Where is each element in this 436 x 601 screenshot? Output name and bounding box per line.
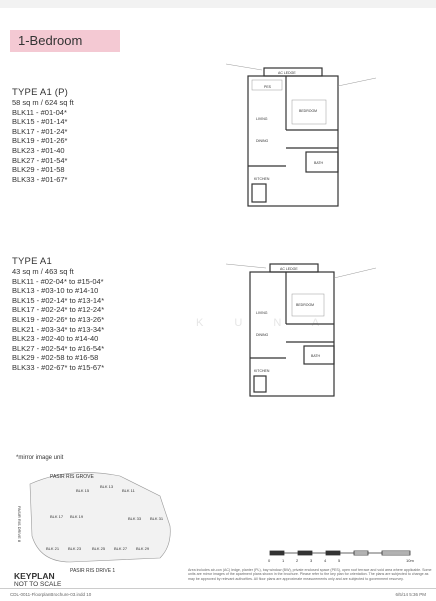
disclaimer: Area includes air-con (AC) ledge, planter (PL), bay window (BW), private enclosed space (PES), open roof terrace and void area where applicable. Some units are mirror images of the apartment plans shown in the brochure. Please refer to the key plan for orientation. The plans are subjected to change as may be approved by relevant authorities. All floor plans are approximate measurements only and are subjected to government resurvey. — [188, 568, 432, 581]
mirror-note: *mirror image unit — [16, 455, 64, 461]
keyplan-blk: BLK 21 — [46, 546, 60, 551]
type-a1p-unit: BLK33 - #01-67* — [12, 174, 68, 184]
keyplan-road-left: PASIR RIS DRIVE 8 — [17, 506, 22, 543]
type-a1p-unit: BLK23 - #01-40 — [12, 145, 65, 155]
type-a1p-unit: BLK15 - #01-14* — [12, 117, 68, 127]
keyplan-subtitle: NOT TO SCALE — [14, 581, 62, 588]
keyplan-blk: BLK 33 — [128, 516, 142, 521]
keyplan-blk: BLK 13 — [100, 484, 114, 489]
type-a1-unit: BLK17 - #02-24* to #12-24* — [12, 305, 105, 315]
type-a1-unit: BLK15 - #02-14* to #13-14* — [12, 295, 105, 305]
scale-tick: 2 — [296, 558, 299, 563]
type-a1-unit: BLK29 - #02-58 to #16-58 — [12, 353, 99, 363]
keyplan-blk: BLK 23 — [68, 546, 82, 551]
keyplan-blk: BLK 31 — [150, 516, 164, 521]
type-a1-block — [12, 256, 104, 373]
type-a1-unit: BLK13 - #03-10 to #14-10 — [12, 286, 99, 296]
scale-tick: 10m — [406, 558, 414, 563]
keyplan-road-top: PASIR RIS GROVE — [50, 474, 94, 480]
plan-a1p-dining: DINING — [256, 139, 269, 143]
header-bar — [0, 0, 436, 8]
plan-a1p-kitchen: KITCHEN — [254, 177, 270, 181]
keyplan-diagram — [10, 466, 180, 574]
plan-a1-ac-ledge: AC LEDGE — [280, 267, 298, 271]
floorplan-a1 — [226, 254, 376, 424]
keyplan-blk: BLK 25 — [92, 546, 106, 551]
scale-tick: 5 — [338, 558, 341, 563]
keyplan-blk: BLK 11 — [122, 488, 135, 493]
plan-a1p-ac-ledge: AC LEDGE — [278, 71, 296, 75]
scale-tick: 1 — [282, 558, 285, 563]
section-title-band — [10, 30, 120, 52]
type-a1-name: TYPE A1 — [12, 256, 52, 267]
type-a1p-area: 58 sq m / 624 sq ft — [12, 98, 74, 107]
plan-a1p-living: LIVING — [256, 117, 268, 121]
type-a1p-unit: BLK11 - #01-04* — [12, 107, 67, 117]
footer-right: 6/5/14 5:36 PM — [395, 592, 426, 597]
type-a1-unit: BLK33 - #02-67* to #15-67* — [12, 362, 105, 372]
type-a1p-block — [12, 87, 74, 184]
plan-a1-dining: DINING — [256, 333, 269, 337]
plan-a1p-bedroom: BEDROOM — [299, 109, 318, 113]
type-a1-unit: BLK19 - #02-26* to #13-26* — [12, 314, 105, 324]
keyplan-road-bottom: PASIR RIS DRIVE 1 — [70, 568, 116, 574]
footer-left: CDL-0011-FloorplanBrochure-03.indd 10 — [10, 592, 92, 597]
type-a1-unit: BLK11 - #02-04* to #15-04* — [12, 276, 104, 286]
keyplan-blk: BLK 27 — [114, 546, 128, 551]
plan-a1-bath: BATH — [311, 354, 321, 358]
footer — [0, 588, 436, 601]
keyplan-title: KEYPLAN — [14, 571, 55, 581]
scale-tick: 0 — [268, 558, 271, 563]
plan-a1p-bath: BATH — [314, 161, 324, 165]
keyplan-blk: BLK 29 — [136, 546, 150, 551]
keyplan-blk: BLK 15 — [76, 488, 90, 493]
keyplan-blk: BLK 17 — [50, 514, 64, 519]
watermark: K U N A — [196, 317, 334, 329]
type-a1p-unit: BLK17 - #01-24* — [12, 126, 68, 136]
plan-a1-kitchen: KITCHEN — [254, 369, 270, 373]
plan-a1-bedroom: BEDROOM — [296, 303, 315, 307]
floorplan-a1p — [226, 56, 376, 226]
type-a1-unit: BLK21 - #03-34* to #13-34* — [12, 324, 105, 334]
type-a1p-unit: BLK29 - #01-58 — [12, 165, 65, 175]
type-a1-area: 43 sq m / 463 sq ft — [12, 267, 74, 276]
type-a1p-unit: BLK19 - #01-26* — [12, 136, 68, 146]
scale-bar — [268, 550, 420, 566]
type-a1-unit: BLK23 - #02-40 to #14-40 — [12, 334, 99, 344]
type-a1p-unit: BLK27 - #01-54* — [12, 155, 68, 165]
section-title: 1-Bedroom — [18, 33, 83, 48]
scale-tick: 4 — [324, 558, 327, 563]
plan-a1p-pes: PES — [264, 85, 272, 89]
scale-tick: 3 — [310, 558, 313, 563]
type-a1-unit: BLK27 - #02-54* to #16-54* — [12, 343, 105, 353]
keyplan-blk: BLK 19 — [70, 514, 84, 519]
plan-a1-living: LIVING — [256, 311, 268, 315]
type-a1p-name: TYPE A1 (P) — [12, 87, 69, 98]
